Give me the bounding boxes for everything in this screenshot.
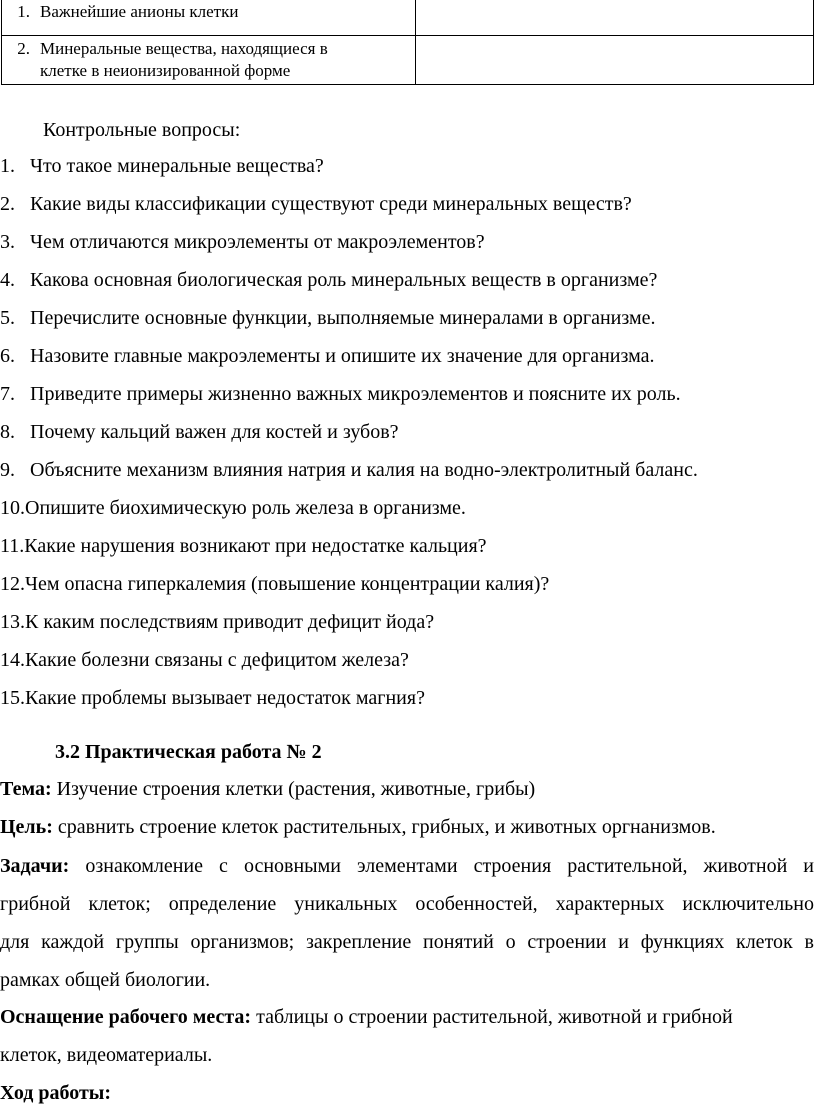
list-item — [0, 305, 656, 331]
list-item — [0, 685, 425, 711]
table-cell-answer — [415, 0, 813, 36]
list-item-text: Приведите примеры жизненно важных микроэлементов и поясните их роль. — [30, 383, 681, 405]
goal-text: сравнить строение клеток растительных, грибных, и животных оргнанизмов. — [57, 816, 716, 838]
list-item — [0, 647, 409, 673]
section-heading: 3.2 Практическая работа № 2 — [55, 741, 322, 763]
list-item-number: 11. — [0, 535, 25, 557]
list-item-text: Назовите главные макроэлементы и опишите их значение для организма. — [30, 345, 655, 367]
equipment-line-1 — [0, 1004, 733, 1030]
topic-text: Изучение строения клетки (растения, животные, грибы) — [56, 778, 536, 800]
topic-line — [0, 776, 535, 802]
list-item — [0, 419, 399, 445]
list-item-text: Какие болезни связаны с дефицитом железа? — [25, 649, 409, 671]
list-item-number: 5. — [0, 307, 15, 329]
list-item-text: Какова основная биологическая роль минеральных веществ в организме? — [30, 269, 658, 291]
list-item-text: Опишите биохимическую роль железа в организме. — [25, 497, 466, 519]
list-item-number: 8. — [0, 421, 15, 443]
table-row-text: Минеральные вещества, находящиеся в клетке в неионизированной форме — [40, 39, 328, 80]
tasks-line-2: грибной клеток; определение уникальных особенностей, характерных исключительно — [0, 893, 814, 915]
list-item — [0, 191, 632, 217]
table-cell-question — [2, 36, 416, 85]
list-item-text: Перечислите основные функции, выполняемые минералами в организме. — [30, 307, 656, 329]
list-item-number: 10. — [0, 497, 25, 519]
table-row — [2, 36, 814, 85]
equipment-text-1: таблицы о строении растительной, животной и грибной — [256, 1006, 733, 1028]
goal-line — [0, 814, 716, 840]
list-item-text: Какие нарушения возникают при недостатке кальция? — [24, 535, 487, 557]
tasks-text-1: ознакомление с основными элементами строения растительной, животной и — [85, 855, 815, 877]
list-item — [0, 609, 434, 635]
list-item-text: К каким последствиям приводит дефицит йода? — [25, 611, 435, 633]
list-item-number: 4. — [0, 269, 15, 291]
tasks-line-1 — [0, 853, 814, 879]
list-item — [0, 495, 466, 521]
table-row-text: Важнейшие анионы клетки — [40, 2, 239, 21]
list-item-number: 1. — [0, 155, 15, 177]
list-item — [0, 229, 485, 255]
answer-table — [1, 0, 814, 85]
list-item-number: 6. — [0, 345, 15, 367]
list-item — [0, 571, 549, 597]
list-item-text: Какие виды классификации существуют среди минеральных веществ? — [30, 193, 632, 215]
table-row-number: 2. — [17, 39, 30, 58]
equipment-label: Оснащение рабочего места: — [0, 1006, 252, 1028]
list-item-text: Чем отличаются микроэлементы от макроэлементов? — [30, 231, 485, 253]
list-item-number: 13. — [0, 611, 25, 633]
list-item — [0, 381, 681, 407]
table-cell-answer — [415, 36, 813, 85]
list-item — [0, 343, 655, 369]
tasks-label: Задачи: — [0, 855, 70, 877]
list-item — [0, 153, 324, 179]
list-item-text: Чем опасна гиперкалемия (повышение концентрации калия)? — [25, 573, 550, 595]
list-item — [0, 267, 657, 293]
list-item-number: 7. — [0, 383, 15, 405]
list-item-text: Какие проблемы вызывает недостаток магния? — [25, 687, 425, 709]
list-item-number: 12. — [0, 573, 25, 595]
equipment-line-2: клеток, видеоматериалы. — [0, 1044, 213, 1066]
list-item — [0, 457, 698, 483]
list-item — [0, 533, 487, 559]
tasks-line-4: рамках общей биологии. — [0, 969, 211, 991]
list-item-number: 15. — [0, 687, 25, 709]
goal-label: Цель: — [0, 816, 53, 838]
list-item-text: Почему кальций важен для костей и зубов? — [30, 421, 399, 443]
control-questions-heading: Контрольные вопросы: — [43, 119, 241, 141]
list-item-number: 9. — [0, 459, 15, 481]
tasks-line-3: для каждой группы организмов; закрепление понятий о строении и функциях клеток в — [0, 931, 814, 953]
table-row-number: 1. — [17, 2, 30, 21]
table-row — [2, 0, 814, 36]
topic-label: Тема: — [0, 778, 52, 800]
list-item-text: Что такое минеральные вещества? — [30, 155, 324, 177]
list-item-number: 2. — [0, 193, 15, 215]
progress-heading: Ход работы: — [0, 1082, 112, 1104]
list-item-number: 3. — [0, 231, 15, 253]
table-cell-question — [2, 0, 416, 36]
list-item-number: 14. — [0, 649, 25, 671]
list-item-text: Объясните механизм влияния натрия и калия на водно-электролитный баланс. — [30, 459, 698, 481]
